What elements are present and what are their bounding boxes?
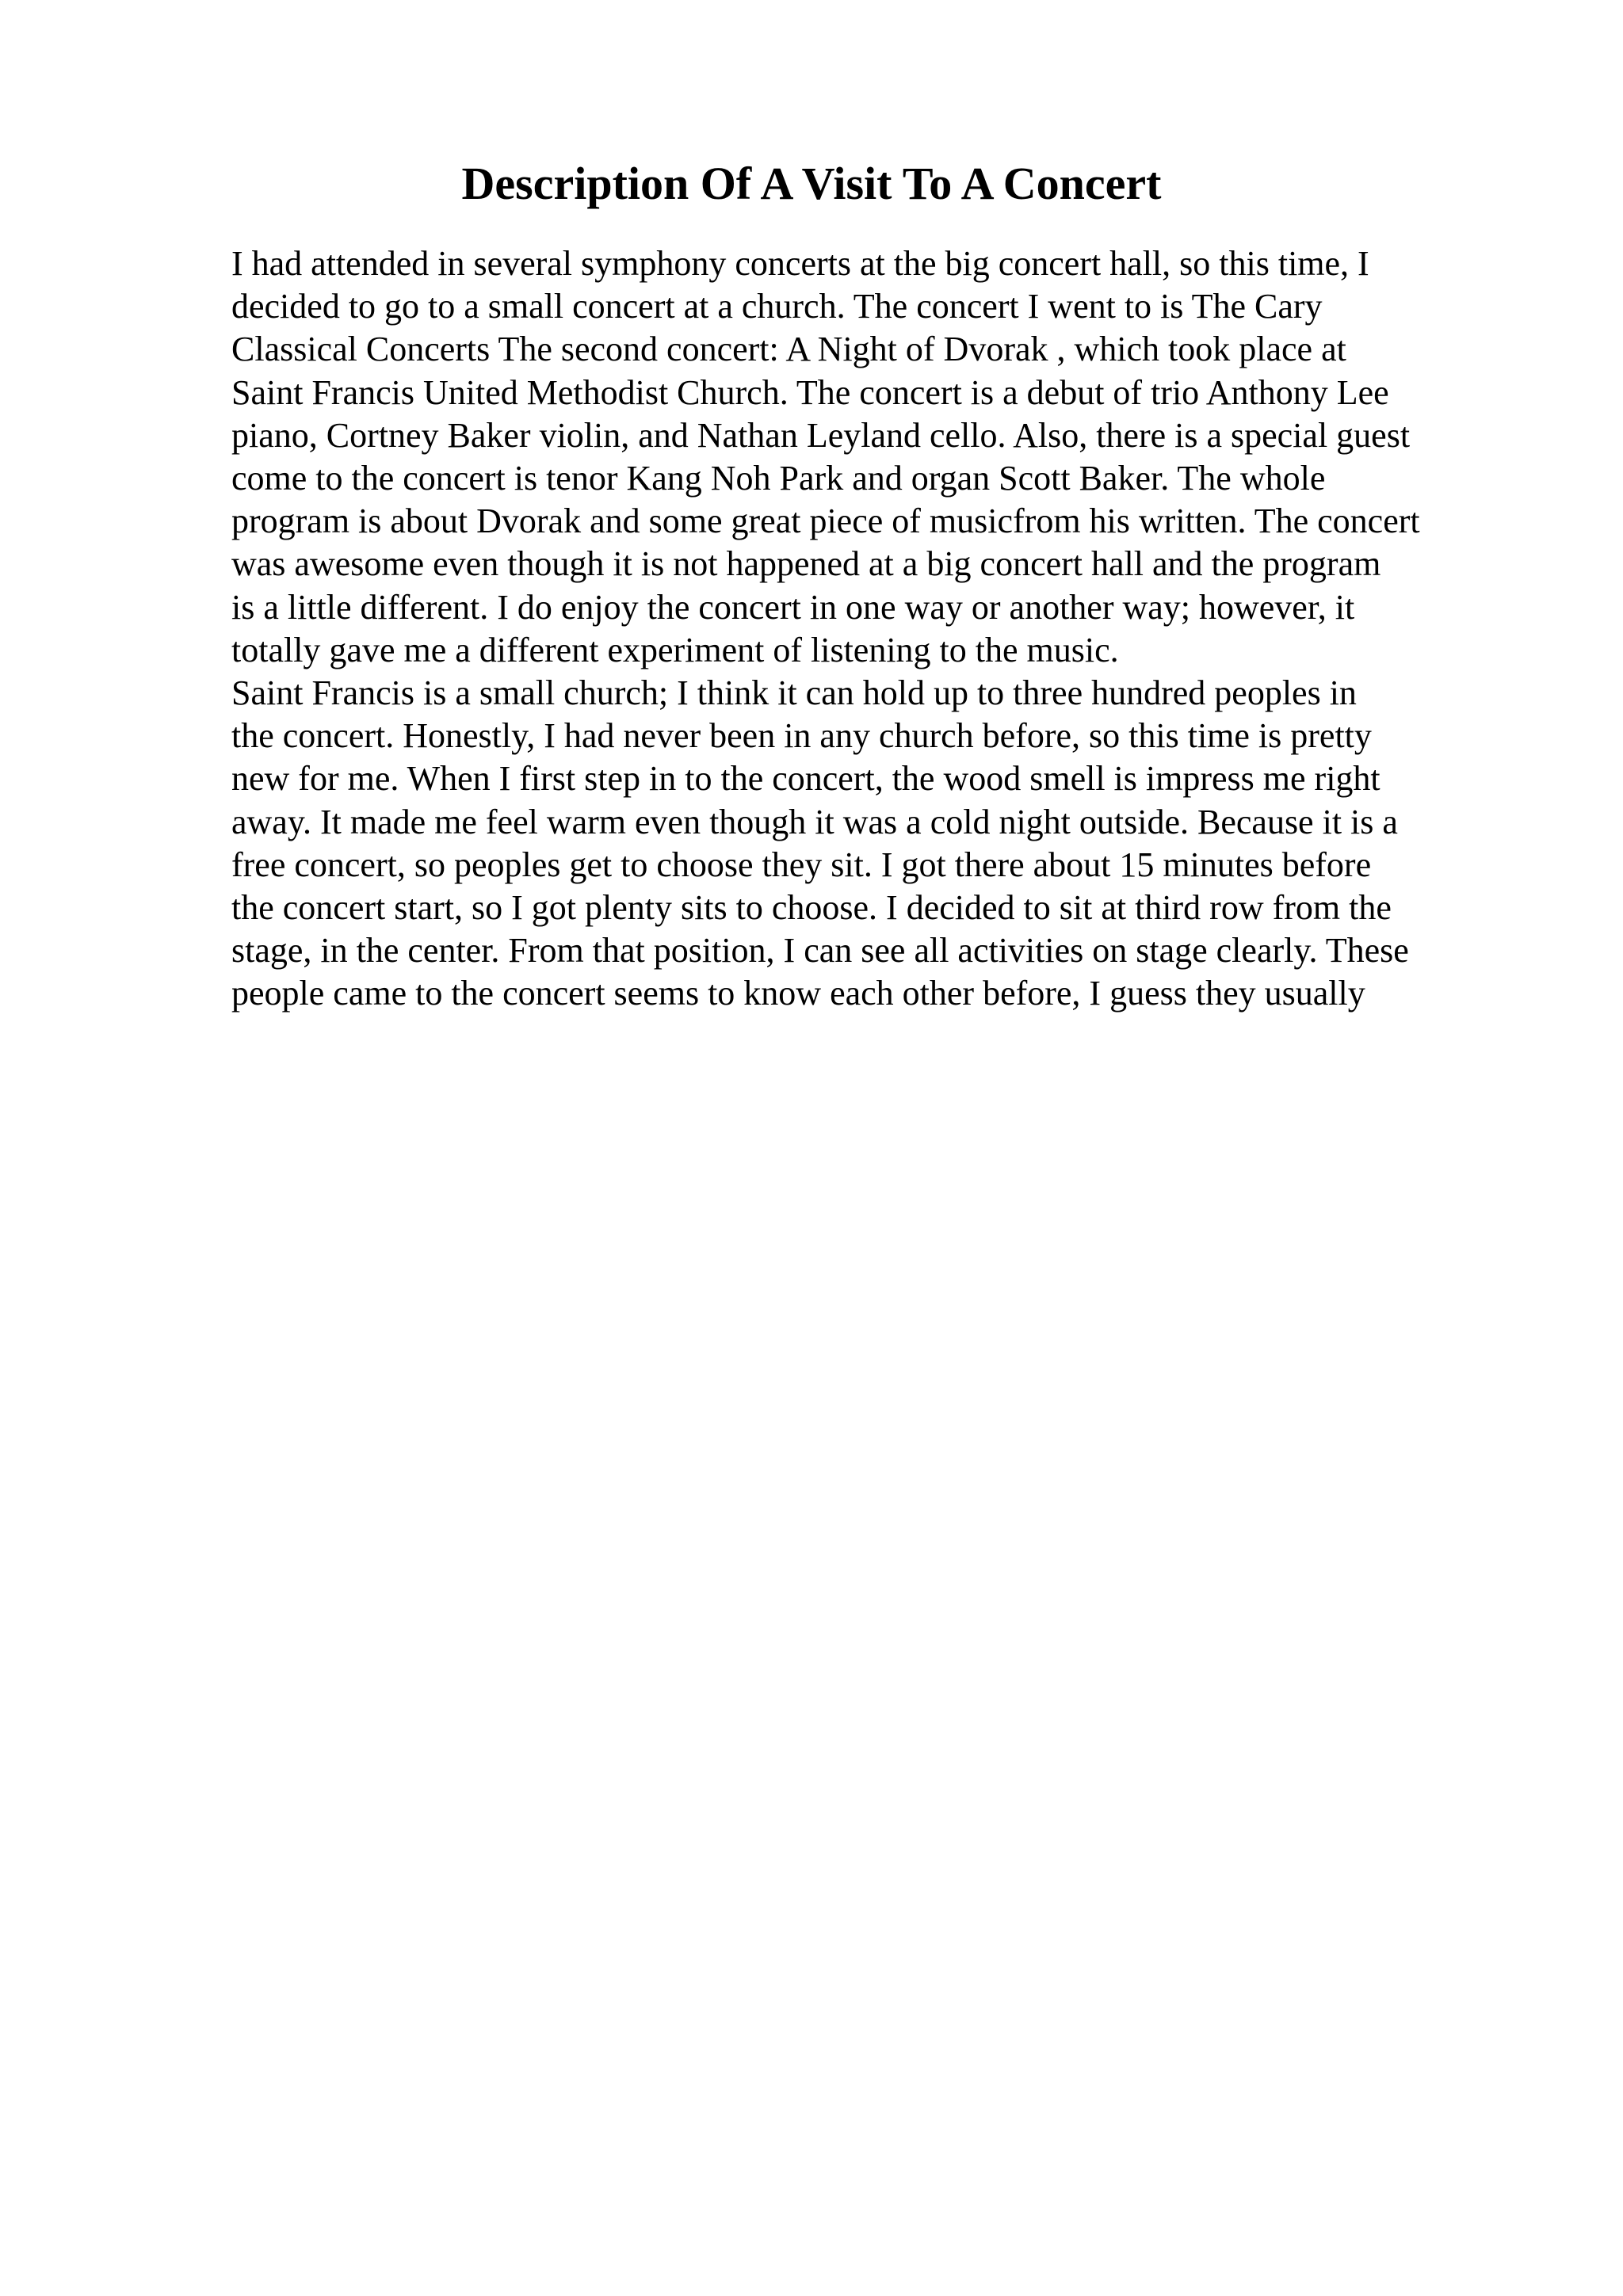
text-line: Classical Concerts The second concert: A Night of Dvorak , which took place at (231, 330, 1346, 369)
document-body (231, 242, 1499, 1016)
paragraph-2 (231, 672, 1499, 1016)
text-line: is a little different. I do enjoy the concert in one way or another way; however, it (231, 587, 1355, 627)
text-line: was awesome even though it is not happened at a big concert hall and the program (231, 544, 1381, 584)
text-line: piano, Cortney Baker violin, and Nathan Leyland cello. Also, there is a special guest (231, 415, 1411, 455)
text-line: I had attended in several symphony concerts at the big concert hall, so this time, I (231, 244, 1369, 283)
text-line: the concert. Honestly, I had never been in any church before, so this time is pretty (231, 716, 1372, 756)
text-line: away. It made me feel warm even though it was a cold night outside. Because it is a (231, 802, 1398, 841)
paragraph-1 (231, 242, 1499, 672)
text-line: come to the concert is tenor Kang Noh Park and organ Scott Baker. The whole (231, 459, 1326, 498)
text-line: new for me. When I first step in to the concert, the wood smell is impress me right (231, 759, 1381, 799)
text-line: stage, in the center. From that position, I can see all activities on stage clearly. These (231, 931, 1409, 971)
text-line: free concert, so peoples get to choose they sit. I got there about 15 minutes before (231, 845, 1372, 884)
text-line: the concert start, so I got plenty sits to choose. I decided to sit at third row from the (231, 888, 1392, 928)
text-line: Saint Francis is a small church; I think it can hold up to three hundred peoples in (231, 673, 1357, 713)
text-line: people came to the concert seems to know each other before, I guess they usually (231, 974, 1365, 1013)
text-line: program is about Dvorak and some great piece of musicfrom his written. The concert (231, 502, 1420, 541)
text-line: decided to go to a small concert at a church. The concert I went to is The Cary (231, 287, 1323, 326)
page-title: Description Of A Visit To A Concert (461, 158, 1162, 209)
text-line: Saint Francis United Methodist Church. The concert is a debut of trio Anthony Lee (231, 372, 1389, 412)
text-line: totally gave me a different experiment of listening to the music. (231, 630, 1119, 669)
